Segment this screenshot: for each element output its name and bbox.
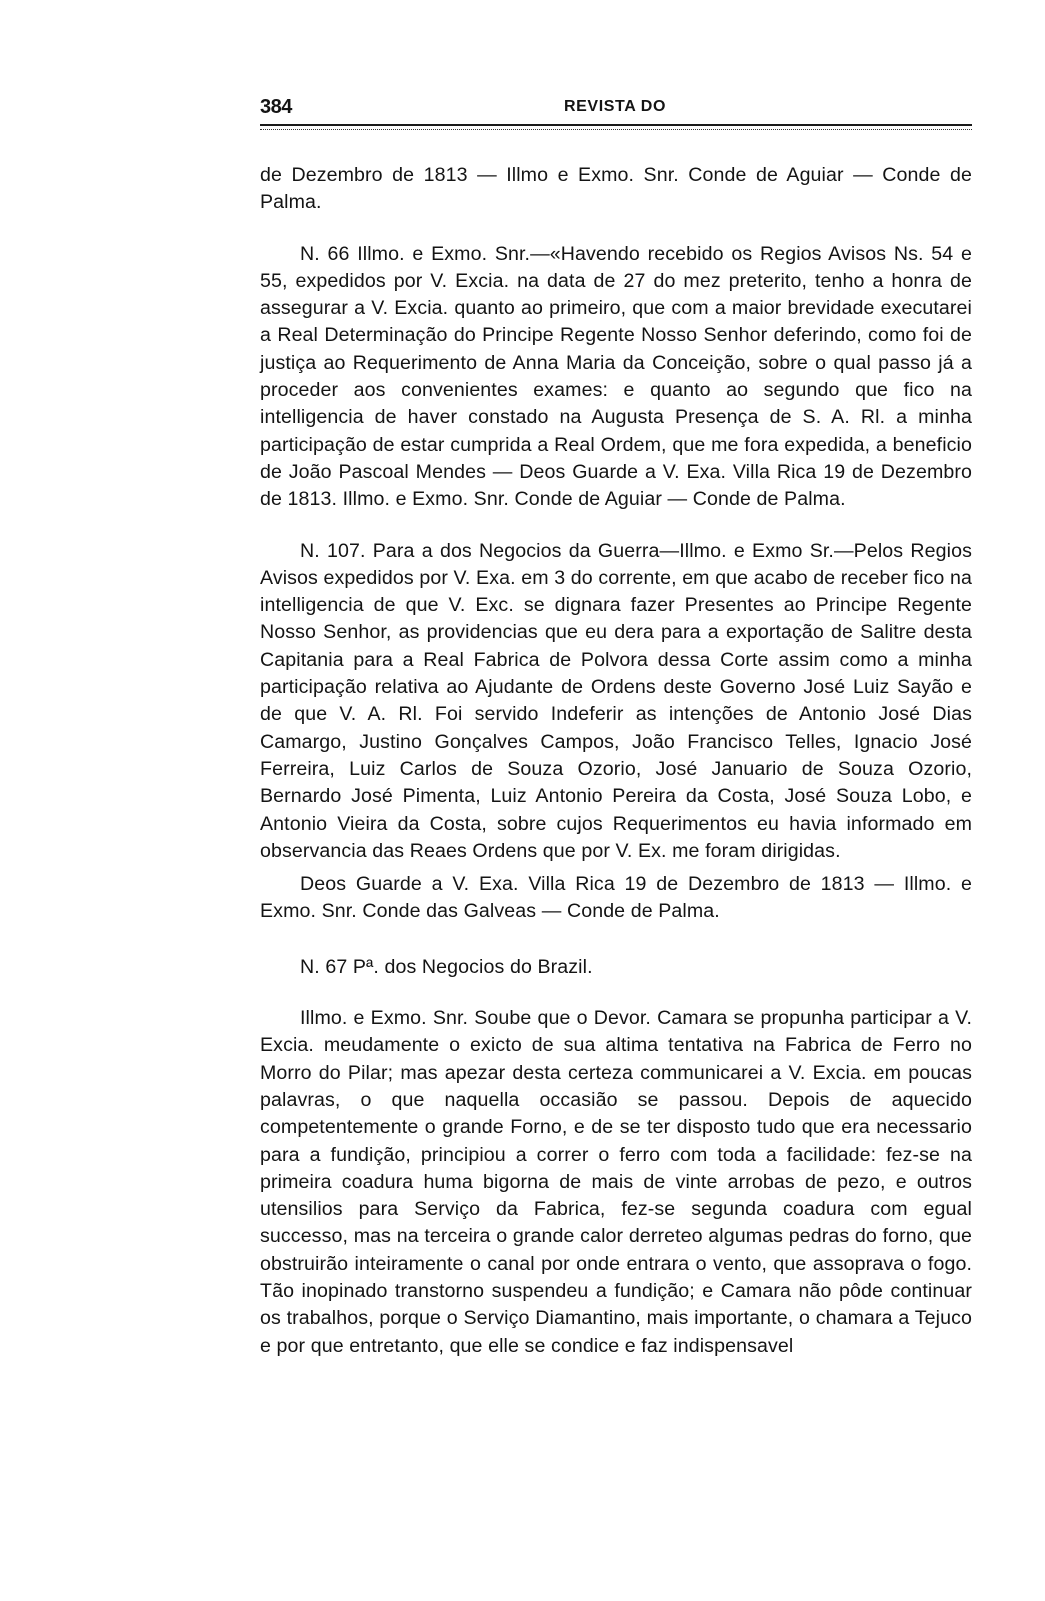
paragraph-closing-107: Deos Guarde a V. Exa. Villa Rica 19 de Dezembro de 1813 — Illmo. e Exmo. Snr. Conde das Galveas — Conde de Palma. xyxy=(260,873,972,923)
paragraph-heading-67: N. 67 Pª. dos Negocios do Brazil. xyxy=(300,955,593,978)
header-rule xyxy=(260,124,972,130)
paragraph-letter-107: N. 107. Para a dos Negocios da Guerra—Illmo. e Exmo Sr.—Pelos Regios Avisos expedidos por V. Exa. em 3 do corrente, em que acabo de receber fico na intelligencia de que V. Exc. se dignara fazer Presentes ao Principe Regente Nosso Senhor, as providencias que eu dera para a exportação de Salitre desta Capitania para a Real Fabrica de Polvora dessa Corte assim como a minha participação relativa ao Ajudante de Ordens deste Governo José Luiz Sayão e de que V. A. Rl. Foi servido Indeferir as intenções de Antonio José Dias Camargo, Justino Gonçalves Campos, João Francisco Telles, Ignacio José Ferreira, Luiz Carlos de Souza Ozorio, José Januario de Souza Ozorio, Bernardo José Pimenta, Luiz Antonio Pereira da Costa, José Souza Lobo, e Antonio Vieira da Costa, sobre cujos Requerimentos eu havia informado em observancia das Reaes Ordens que por V. Ex. me foram dirigidas. xyxy=(260,539,972,862)
running-head: REVISTA DO xyxy=(564,98,667,115)
paragraph-continuation: de Dezembro de 1813 — Illmo e Exmo. Snr. Conde de Aguiar — Conde de Palma. xyxy=(260,164,972,214)
document-page xyxy=(260,96,972,1360)
page-number: 384 xyxy=(260,96,292,118)
paragraph-letter-67: Illmo. e Exmo. Snr. Soube que o Devor. Camara se propunha participar a V. Excia. meudamente o exicto de sua altima tentativa na Fabrica de Ferro no Morro do Pilar; mas apezar desta certeza communicarei a V. Excia. em poucas palavras, o que naquella occasião se passou. Depois de aquecido competentemente o grande Forno, e de se ter disposto tudo que era necessario para a fundição, principiou a correr o ferro com toda a facilidade: fez-se na primeira coadura huma bigorna de mais de vinte arrobas de pezo, e outros utensilios para Serviço da Fabrica, fez-se segunda coadura com egual successo, mas na terceira o grande calor derreteo algumas pedras do forno, que obstruirão inteiramente o canal por onde entrara o vento, que assoprava o fogo. Tão inopinado transtorno suspendeu a fundição; e Camara não pôde continuar os trabalhos, porque o Serviço Diamantino, mais importante, o chamara a Tejuco e por que entretanto, que elle se condice e faz indispensavel xyxy=(260,1007,972,1357)
page-header xyxy=(260,96,972,122)
paragraph-letter-66: N. 66 Illmo. e Exmo. Snr.—«Havendo recebido os Regios Avisos Ns. 54 e 55, expedidos por V. Excia. na data de 27 do mez preterito, tenho a honra de assegurar a V. Excia. quanto ao primeiro, que com a maior brevidade executarei a Real Determinação do Principe Regente Nosso Senhor deferindo, como foi de justiça ao Requerimento de Anna Maria da Conceição, sobre o qual passo já a proceder aos convenientes exames: e quanto ao segundo que fico na intelligencia de haver constado na Augusta Presença de S. A. Rl. a minha participação de estar cumprida a Real Ordem, que me fora expedida, a beneficio de João Pascoal Mendes — Deos Guarde a V. Exa. Villa Rica 19 de Dezembro de 1813. Illmo. e Exmo. Snr. Conde de Aguiar — Conde de Palma. xyxy=(260,242,972,511)
body-text xyxy=(260,162,972,1360)
